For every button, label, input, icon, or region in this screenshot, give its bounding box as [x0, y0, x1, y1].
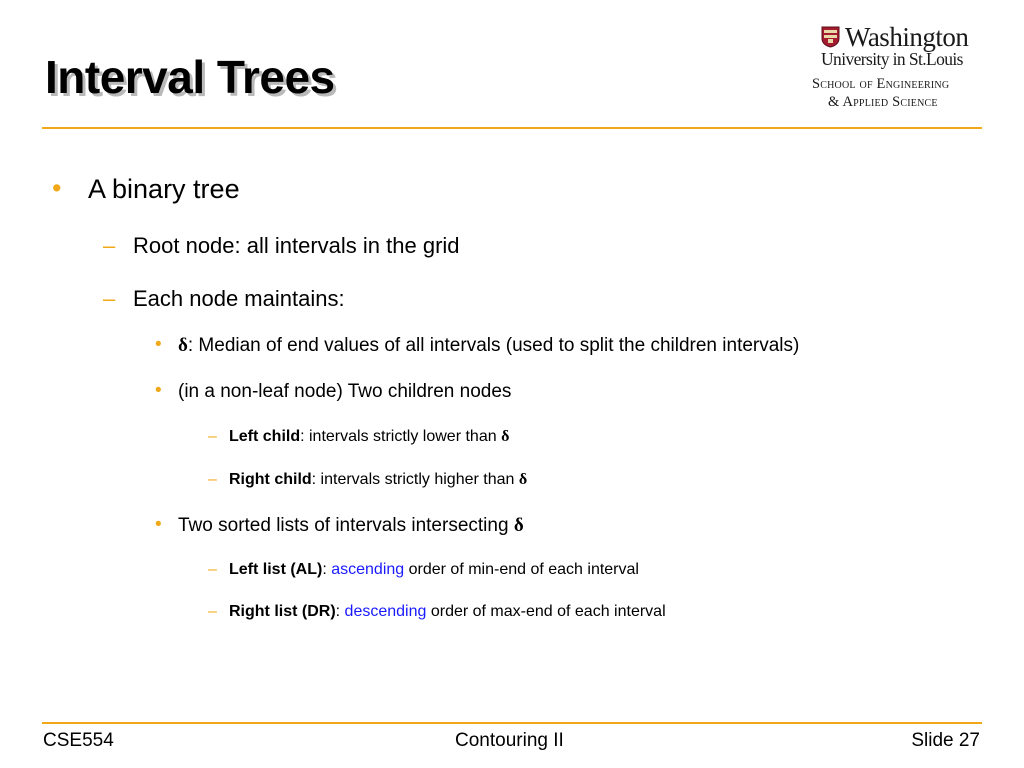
delta-symbol: δ — [518, 471, 528, 488]
footer-topic: Contouring II — [455, 730, 564, 751]
bullet-each-node: Each node maintains: — [133, 286, 345, 311]
bullet-right-list — [229, 603, 666, 621]
delta-symbol: δ — [178, 335, 188, 356]
bullet-binary-tree: A binary tree — [88, 174, 240, 204]
right-child-text: : intervals strictly higher than — [311, 471, 519, 488]
left-list-text: order of min-end of each interval — [404, 561, 639, 578]
median-text: : Median of end values of all intervals (used to split the children intervals) — [187, 335, 800, 356]
right-child-label: Right child — [229, 471, 312, 488]
logo-university: University in St.Louis — [821, 49, 963, 69]
left-list-colon: : — [322, 561, 332, 578]
left-list-label: Left list (AL) — [229, 561, 323, 578]
right-list-colon: : — [335, 603, 345, 620]
bullet-left-child — [229, 428, 509, 446]
dash-icon: – — [208, 428, 217, 445]
ascending-keyword: ascending — [331, 561, 405, 578]
bullet-children-nodes: (in a non-leaf node) Two children nodes — [178, 381, 512, 402]
right-list-text: order of max-end of each interval — [426, 603, 666, 620]
dash-icon: – — [208, 561, 217, 578]
bullet-sorted-lists — [178, 515, 524, 537]
crest-icon — [821, 26, 840, 48]
bullet-median — [178, 335, 799, 357]
delta-symbol: δ — [513, 515, 524, 536]
left-child-text: : intervals strictly lower than — [300, 428, 502, 445]
delta-symbol: δ — [501, 428, 510, 445]
dash-icon: – — [208, 471, 217, 488]
bullet-root-node: Root node: all intervals in the grid — [133, 233, 460, 258]
left-child-label: Left child — [229, 428, 301, 445]
bullet-icon: • — [52, 173, 62, 203]
dash-icon: – — [208, 603, 217, 620]
header-divider — [42, 127, 982, 129]
right-list-label: Right list (DR) — [229, 603, 336, 620]
logo-washington: Washington — [845, 22, 969, 52]
university-logo — [812, 24, 984, 114]
footer-course: CSE554 — [43, 730, 114, 751]
slide-title: Interval Trees — [45, 51, 335, 103]
bullet-right-child — [229, 471, 527, 489]
bullet-icon: • — [155, 380, 162, 401]
bullet-icon: • — [155, 334, 162, 355]
logo-school: School of Engineering — [812, 76, 950, 92]
logo-applied-science: & Applied Science — [828, 94, 938, 110]
dash-icon: – — [103, 233, 116, 258]
footer-slide-number: Slide 27 — [911, 730, 980, 751]
dash-icon: – — [103, 286, 116, 311]
footer-divider — [42, 722, 982, 724]
bullet-icon: • — [155, 514, 162, 535]
bullet-left-list — [229, 561, 639, 579]
sorted-lists-text: Two sorted lists of intervals intersecting — [178, 515, 514, 536]
descending-keyword: descending — [344, 603, 427, 620]
